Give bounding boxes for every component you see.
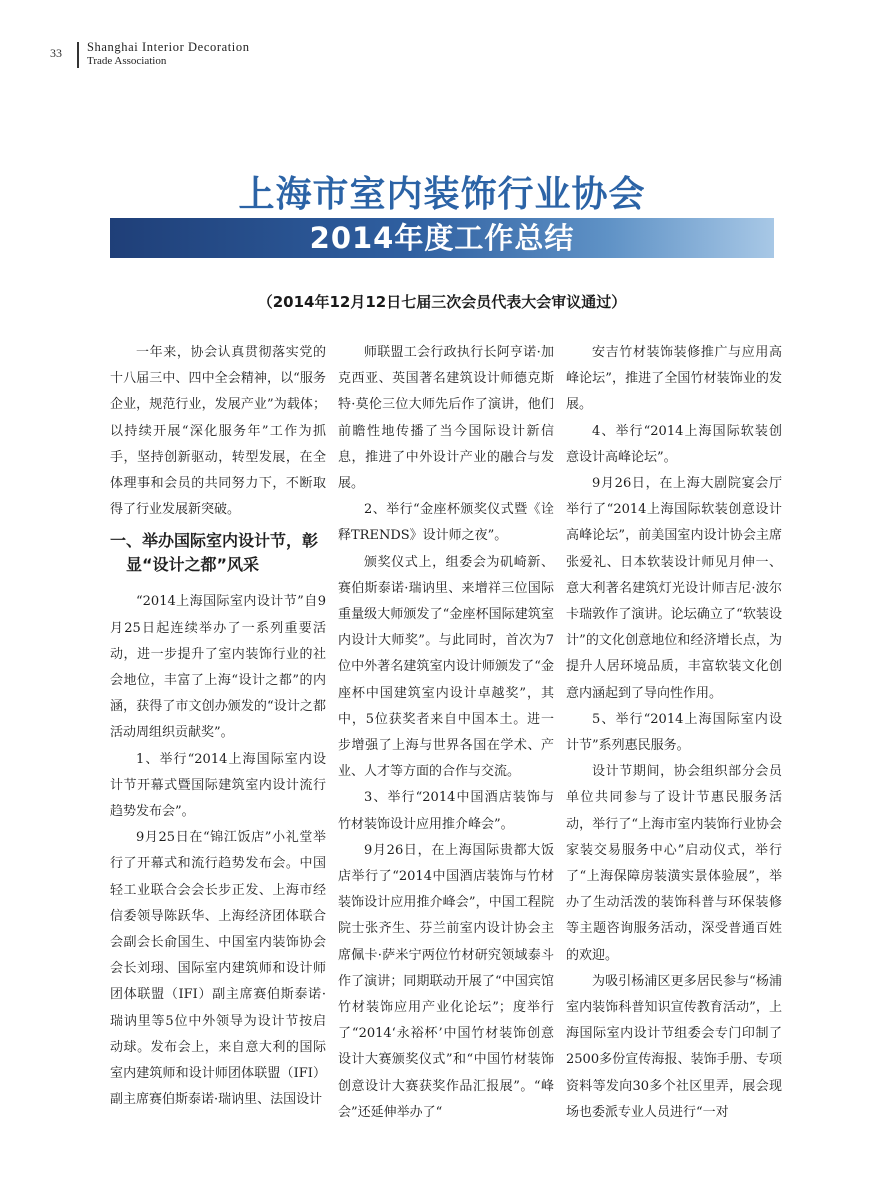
body-paragraph: 4、举行“2014上海国际软装创意设计高峰论坛”。 (566, 423, 782, 465)
body-paragraph: 设计节期间，协会组织部分会员单位共同参与了设计节惠民服务活动，举行了“上海市室内装饰行业协会家装交易服务中心”启动仪式，举行了“上海保障房装潢实景体验展”，举办了生动活泼的装饰科普与环保装修等主题咨询服务活动，深受普通百姓的欢迎。 (566, 764, 782, 963)
article-title: 上海市室内装饰行业协会 (238, 173, 646, 215)
article-subtitle-banner-text: 2014年度工作总结 (309, 221, 575, 255)
body-paragraph: 安吉竹材装饰装修推广与应用高峰论坛”，推进了全国竹材装饰业的发展。 (566, 345, 782, 413)
association-name-line1: Shanghai Interior Decoration (87, 40, 250, 54)
body-paragraph: 2、举行“金座杯颁奖仪式暨《诠释TRENDS》设计师之夜”。 (338, 502, 554, 544)
body-paragraph: 1、举行“2014上海国际室内设计节开幕式暨国际建筑室内设计流行趋势发布会”。 (110, 751, 326, 820)
body-paragraph: 9月26日，在上海大剧院宴会厅举行了“2014上海国际软装创意设计高峰论坛”，前美国室内设计协会主席张爱礼、日本软装设计师见月伸一、意大利著名建筑灯光设计师吉尼·波尔卡瑞敦作了演讲。论坛确立了“软装设计”的文化创意地位和经济增长点，为提升人居环境品质，丰富软装文化创意内涵起到了导向性作用。 (566, 476, 782, 701)
body-paragraph: 一年来，协会认真贯彻落实党的十八届三中、四中全会精神，以“服务企业，规范行业，发展产业”为载体；以持续开展“深化服务年”工作为抓手，坚持创新驱动，转型发展，在全体理事和会员的共同努力下，不断取得了行业发展新突破。 (110, 345, 326, 518)
section-heading: 一、举办国际室内设计节，彰显“设计之都”风采 (110, 531, 319, 575)
text-column-2 (338, 340, 554, 1126)
page-number: 33 (50, 46, 62, 60)
header-divider (77, 42, 79, 68)
body-paragraph: 颁奖仪式上，组委会为矶崎新、赛伯斯泰诺·瑞讷里、来增祥三位国际重量级大师颁发了“金座杯国际建筑室内设计大师奖”。与此同时，首次为7位中外著名建筑室内设计师颁发了“金座杯中国建筑室内设计卓越奖”，其中，5位获奖者来自中国本土。进一步增强了上海与世界各国在学术、产业、人才等方面的合作与交流。 (338, 554, 554, 780)
body-paragraph: 为吸引杨浦区更多居民参与“杨浦室内装饰科普知识宣传教育活动”，上海国际室内设计节组委会专门印制了2500多份宣传海报、装饰手册、专项资料等发向30多个社区里弄，展会现场也委派专业人员进行“一对 (566, 973, 782, 1120)
body-paragraph: 9月25日在“锦江饭店”小礼堂举行了开幕式和流行趋势发布会。中国轻工业联合会会长步正发、上海市经信委领导陈跃华、上海经济团体联合会副会长俞国生、中国室内装饰协会会长刘珝、国际室内建筑师和设计师团体联盟（IFI）副主席赛伯斯泰诺·瑞讷里等5位中外领导为设计节按启动球。发布会上，来自意大利的国际室内建筑师和设计师团体联盟（IFI）副主席赛伯斯泰诺·瑞讷里、法国设计 (110, 830, 326, 1108)
body-paragraph: “2014上海国际室内设计节”自9月25日起连续举办了一系列重要活动，进一步提升了室内装饰行业的社会地位，丰富了上海“设计之都”的内涵，获得了市文创办颁发的“设计之都活动周组织贡献奖”。 (110, 594, 326, 741)
body-paragraph: 9月26日，在上海国际贵都大饭店举行了“2014中国酒店装饰与竹材装饰设计应用推介峰会”，中国工程院院士张齐生、芬兰前室内设计协会主席佩卡·萨米宁两位竹材研究领域泰斗作了演讲；同期联动开展了“中国宾馆竹材装饰应用产业化论坛”；度举行了“2014‘永裕杯’中国竹材装饰创意设计大赛颁奖仪式”和“中国竹材装饰创意设计大赛获奖作品汇报展”。“峰会”还延伸举办了“ (338, 842, 554, 1120)
text-column-1 (110, 340, 326, 1113)
approval-note: （2014年12月12日七届三次会员代表大会审议通过） (257, 293, 627, 311)
body-paragraph: 3、举行“2014中国酒店装饰与竹材装饰设计应用推介峰会”。 (338, 790, 554, 832)
body-paragraph: 师联盟工会行政执行长阿亨诺·加克西亚、英国著名建筑设计师德克斯特·莫伦三位大师先后作了演讲，他们前瞻性地传播了当今国际设计新信息，推进了中外设计产业的融合与发展。 (338, 345, 554, 492)
body-paragraph: 5、举行“2014上海国际室内设计节”系列惠民服务。 (566, 711, 782, 754)
text-column-3 (566, 340, 782, 1126)
association-name-line2: Trade Association (87, 55, 167, 67)
association-name (87, 40, 250, 68)
